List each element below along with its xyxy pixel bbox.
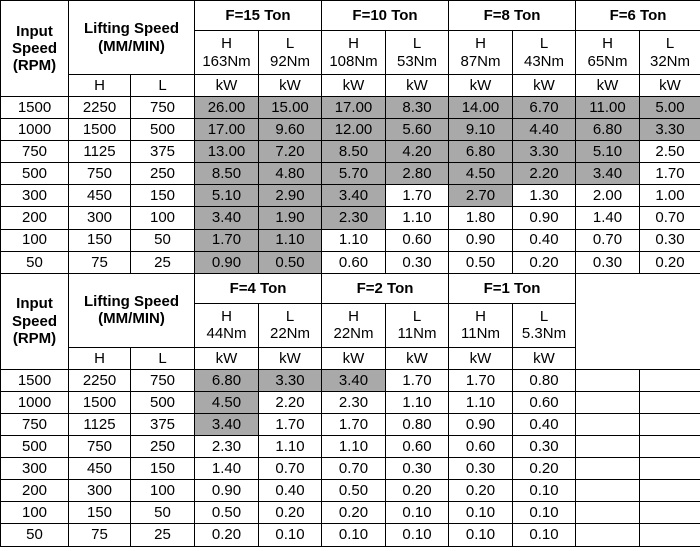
l-label: L xyxy=(412,308,422,325)
power-kw-cell: 12.00 xyxy=(322,119,386,141)
h-label: H xyxy=(221,308,232,325)
h-torque-value: 44Nm xyxy=(206,325,247,343)
power-kw-cell: 6.80 xyxy=(195,369,259,391)
kw-unit-header: kW xyxy=(513,347,576,369)
power-kw-cell: 0.20 xyxy=(449,480,513,502)
power-kw-cell: 1.90 xyxy=(259,207,322,229)
power-kw-cell: 0.90 xyxy=(195,251,259,273)
power-kw-cell: 1.10 xyxy=(259,436,322,458)
load-group-title: F=6 Ton xyxy=(576,1,700,31)
kw-unit-header: kW xyxy=(576,75,640,97)
kw-unit-header: kW xyxy=(386,75,449,97)
l-torque-header xyxy=(640,31,700,75)
l-label: L xyxy=(539,35,549,53)
kw-unit-header: kW xyxy=(449,75,513,97)
h-speed-cell: 750 xyxy=(69,163,131,185)
l-torque-header xyxy=(513,303,576,347)
h-speed-cell: 75 xyxy=(69,251,131,273)
table-row xyxy=(1,119,700,141)
l-torque-value: 43Nm xyxy=(523,52,564,70)
power-kw-cell: 0.50 xyxy=(195,502,259,524)
power-kw-cell: 2.70 xyxy=(449,185,513,207)
input-speed-header xyxy=(1,1,69,97)
power-kw-cell: 2.80 xyxy=(386,163,449,185)
h-label: H xyxy=(475,308,486,325)
power-kw-cell: 1.70 xyxy=(640,163,700,185)
power-kw-cell: 3.30 xyxy=(513,141,576,163)
rpm-cell: 1000 xyxy=(1,391,69,413)
power-kw-cell: 2.00 xyxy=(576,185,640,207)
power-kw-cell: 1.10 xyxy=(386,207,449,229)
l-speed-cell: 750 xyxy=(131,97,195,119)
power-kw-cell: 0.70 xyxy=(576,229,640,251)
rpm-cell: 750 xyxy=(1,141,69,163)
rpm-cell: 100 xyxy=(1,502,69,524)
power-kw-cell: 4.20 xyxy=(386,141,449,163)
power-kw-cell: 0.10 xyxy=(449,524,513,546)
input-speed-header-line: Speed xyxy=(11,312,57,330)
power-kw-cell: 0.50 xyxy=(322,480,386,502)
h-label: H xyxy=(475,35,486,53)
h-speed-header: H xyxy=(69,347,131,369)
empty-cell xyxy=(640,369,700,391)
h-torque-value: 11Nm xyxy=(461,325,500,343)
rpm-cell: 300 xyxy=(1,185,69,207)
table-row xyxy=(1,163,700,185)
power-kw-cell: 0.20 xyxy=(386,480,449,502)
power-kw-cell: 9.10 xyxy=(449,119,513,141)
empty-cell xyxy=(576,369,640,391)
h-label: H xyxy=(348,308,359,325)
rpm-cell: 100 xyxy=(1,229,69,251)
power-kw-cell: 0.20 xyxy=(259,502,322,524)
power-kw-cell: 0.10 xyxy=(513,502,576,524)
power-kw-cell: 26.00 xyxy=(195,97,259,119)
power-kw-cell: 4.80 xyxy=(259,163,322,185)
input-speed-header-line: Input xyxy=(16,295,53,313)
load-group-title: F=2 Ton xyxy=(322,273,449,303)
power-kw-cell: 0.10 xyxy=(513,524,576,546)
h-torque-header xyxy=(449,303,513,347)
power-kw-cell: 1.10 xyxy=(322,229,386,251)
h-speed-cell: 2250 xyxy=(69,369,131,391)
power-kw-cell: 3.40 xyxy=(195,207,259,229)
header-row-units xyxy=(1,75,700,97)
power-kw-cell: 2.20 xyxy=(513,163,576,185)
empty-cell xyxy=(640,391,700,413)
power-kw-cell: 14.00 xyxy=(449,97,513,119)
l-torque-header xyxy=(386,303,449,347)
l-torque-value: 22Nm xyxy=(269,325,310,343)
l-label: L xyxy=(665,35,675,53)
power-kw-cell: 1.10 xyxy=(322,436,386,458)
empty-header-cell xyxy=(576,273,700,369)
power-kw-cell: 3.30 xyxy=(640,119,700,141)
table-row xyxy=(1,97,700,119)
empty-cell xyxy=(640,524,700,546)
power-kw-cell: 15.00 xyxy=(259,97,322,119)
kw-unit-header: kW xyxy=(386,347,449,369)
h-speed-cell: 150 xyxy=(69,229,131,251)
l-torque-value: 5.3Nm xyxy=(521,325,567,343)
l-speed-cell: 100 xyxy=(131,480,195,502)
load-group-title: F=4 Ton xyxy=(195,273,322,303)
l-speed-cell: 150 xyxy=(131,458,195,480)
power-kw-cell: 0.90 xyxy=(195,480,259,502)
power-kw-cell: 0.40 xyxy=(513,413,576,435)
power-kw-cell: 8.30 xyxy=(386,97,449,119)
l-speed-cell: 100 xyxy=(131,207,195,229)
input-speed-header-line: Speed xyxy=(11,39,57,57)
lifting-speed-header-line: Lifting Speed xyxy=(84,293,179,310)
kw-unit-header: kW xyxy=(513,75,576,97)
l-speed-cell: 250 xyxy=(131,163,195,185)
l-torque-header xyxy=(513,31,576,75)
power-kw-cell: 1.10 xyxy=(449,391,513,413)
l-speed-header: L xyxy=(131,347,195,369)
load-group-title: F=8 Ton xyxy=(449,1,576,31)
lifting-speed-header xyxy=(69,273,195,347)
h-torque-value: 87Nm xyxy=(460,52,501,70)
h-label: H xyxy=(221,35,232,53)
power-kw-cell: 13.00 xyxy=(195,141,259,163)
lifting-speed-header-line: (MM/MIN) xyxy=(98,310,165,328)
power-kw-cell: 5.10 xyxy=(576,141,640,163)
power-kw-cell: 0.10 xyxy=(449,502,513,524)
kw-unit-header: kW xyxy=(449,347,513,369)
h-speed-cell: 300 xyxy=(69,207,131,229)
lifting-speed-header-line: Lifting Speed xyxy=(84,20,179,38)
table-row xyxy=(1,436,700,458)
l-torque-value: 53Nm xyxy=(396,52,437,70)
empty-cell xyxy=(640,436,700,458)
power-kw-cell: 0.30 xyxy=(449,458,513,480)
table-row xyxy=(1,185,700,207)
h-speed-cell: 75 xyxy=(69,524,131,546)
l-torque-header xyxy=(259,31,322,75)
table-row xyxy=(1,369,700,391)
l-speed-header: L xyxy=(131,75,195,97)
power-kw-cell: 3.40 xyxy=(195,413,259,435)
power-kw-cell: 0.10 xyxy=(259,524,322,546)
power-kw-cell: 8.50 xyxy=(195,163,259,185)
h-torque-value: 22Nm xyxy=(333,325,374,343)
power-kw-cell: 0.20 xyxy=(513,458,576,480)
power-kw-cell: 1.70 xyxy=(322,413,386,435)
table-row xyxy=(1,141,700,163)
l-torque-header xyxy=(386,31,449,75)
power-kw-cell: 0.70 xyxy=(322,458,386,480)
power-kw-cell: 0.90 xyxy=(513,207,576,229)
power-kw-cell: 3.40 xyxy=(576,163,640,185)
kw-unit-header: kW xyxy=(195,347,259,369)
power-kw-cell: 0.70 xyxy=(259,458,322,480)
power-kw-cell: 2.30 xyxy=(195,436,259,458)
power-kw-cell: 0.90 xyxy=(449,229,513,251)
power-kw-cell: 1.80 xyxy=(449,207,513,229)
l-torque-header xyxy=(259,303,322,347)
power-kw-cell: 4.40 xyxy=(513,119,576,141)
power-kw-cell: 0.60 xyxy=(513,391,576,413)
l-torque-value: 32Nm xyxy=(649,52,690,70)
rpm-cell: 200 xyxy=(1,480,69,502)
power-kw-cell: 0.30 xyxy=(640,229,700,251)
power-kw-cell: 0.80 xyxy=(513,369,576,391)
l-label: L xyxy=(285,308,295,325)
power-kw-cell: 6.80 xyxy=(449,141,513,163)
l-speed-cell: 750 xyxy=(131,369,195,391)
input-speed-header-line: (RPM) xyxy=(12,57,57,75)
power-kw-cell: 0.20 xyxy=(513,251,576,273)
power-kw-cell: 6.70 xyxy=(513,97,576,119)
power-kw-cell: 17.00 xyxy=(195,119,259,141)
load-group-title: F=10 Ton xyxy=(322,1,449,31)
empty-cell xyxy=(640,480,700,502)
rpm-cell: 50 xyxy=(1,251,69,273)
rpm-cell: 500 xyxy=(1,436,69,458)
power-kw-cell: 1.70 xyxy=(386,369,449,391)
power-kw-cell: 1.30 xyxy=(513,185,576,207)
h-speed-cell: 1125 xyxy=(69,413,131,435)
power-kw-cell: 2.30 xyxy=(322,391,386,413)
input-speed-header-line: (RPM) xyxy=(12,329,57,347)
power-kw-cell: 0.30 xyxy=(513,436,576,458)
power-kw-cell: 0.60 xyxy=(322,251,386,273)
power-kw-cell: 4.50 xyxy=(195,391,259,413)
rpm-cell: 1000 xyxy=(1,119,69,141)
h-label: H xyxy=(602,35,613,53)
h-speed-cell: 300 xyxy=(69,480,131,502)
h-torque-header xyxy=(576,31,640,75)
table-row xyxy=(1,524,700,546)
empty-cell xyxy=(576,436,640,458)
h-speed-cell: 750 xyxy=(69,436,131,458)
h-speed-cell: 2250 xyxy=(69,97,131,119)
rpm-cell: 1500 xyxy=(1,97,69,119)
table-row xyxy=(1,391,700,413)
power-kw-cell: 0.60 xyxy=(386,436,449,458)
kw-unit-header: kW xyxy=(195,75,259,97)
l-speed-cell: 25 xyxy=(131,251,195,273)
l-speed-cell: 500 xyxy=(131,119,195,141)
l-speed-cell: 150 xyxy=(131,185,195,207)
power-kw-cell: 0.10 xyxy=(386,502,449,524)
empty-cell xyxy=(576,524,640,546)
power-kw-cell: 0.70 xyxy=(640,207,700,229)
l-speed-cell: 50 xyxy=(131,229,195,251)
power-kw-cell: 9.60 xyxy=(259,119,322,141)
empty-cell xyxy=(576,391,640,413)
power-kw-cell: 0.10 xyxy=(386,524,449,546)
power-kw-cell: 17.00 xyxy=(322,97,386,119)
h-torque-value: 65Nm xyxy=(587,52,628,70)
kw-unit-header: kW xyxy=(640,75,700,97)
l-speed-cell: 50 xyxy=(131,502,195,524)
rpm-cell: 200 xyxy=(1,207,69,229)
power-kw-cell: 1.40 xyxy=(195,458,259,480)
power-kw-cell: 0.80 xyxy=(386,413,449,435)
power-kw-cell: 3.40 xyxy=(322,185,386,207)
power-kw-cell: 0.30 xyxy=(576,251,640,273)
l-speed-cell: 250 xyxy=(131,436,195,458)
power-kw-cell: 3.40 xyxy=(322,369,386,391)
l-speed-cell: 500 xyxy=(131,391,195,413)
empty-cell xyxy=(576,458,640,480)
power-kw-cell: 8.50 xyxy=(322,141,386,163)
h-torque-header xyxy=(195,303,259,347)
power-kw-cell: 0.20 xyxy=(640,251,700,273)
l-label: L xyxy=(412,35,422,53)
empty-cell xyxy=(640,502,700,524)
l-label: L xyxy=(539,308,549,325)
power-kw-cell: 1.10 xyxy=(259,229,322,251)
h-speed-cell: 1500 xyxy=(69,391,131,413)
kw-unit-header: kW xyxy=(322,347,386,369)
l-torque-value: 92Nm xyxy=(269,52,310,70)
power-kw-cell: 7.20 xyxy=(259,141,322,163)
load-group-title: F=1 Ton xyxy=(449,273,576,303)
table-row xyxy=(1,229,700,251)
power-kw-cell: 1.00 xyxy=(640,185,700,207)
lifting-speed-header xyxy=(69,1,195,75)
table-row xyxy=(1,458,700,480)
rpm-cell: 750 xyxy=(1,413,69,435)
power-kw-cell: 3.30 xyxy=(259,369,322,391)
h-torque-header xyxy=(449,31,513,75)
input-speed-header-line: Input xyxy=(16,22,53,40)
load-group-title: F=15 Ton xyxy=(195,1,322,31)
empty-cell xyxy=(576,502,640,524)
h-speed-cell: 1500 xyxy=(69,119,131,141)
l-speed-cell: 375 xyxy=(131,413,195,435)
empty-cell xyxy=(576,480,640,502)
h-label: H xyxy=(348,35,359,53)
header-row-titles xyxy=(1,1,700,31)
power-kw-cell: 1.70 xyxy=(195,229,259,251)
h-torque-header xyxy=(322,303,386,347)
power-kw-cell: 0.10 xyxy=(322,524,386,546)
power-kw-cell: 0.10 xyxy=(513,480,576,502)
h-torque-header xyxy=(195,31,259,75)
table-row xyxy=(1,251,700,273)
power-kw-cell: 0.90 xyxy=(449,413,513,435)
power-kw-cell: 11.00 xyxy=(576,97,640,119)
power-kw-cell: 2.30 xyxy=(322,207,386,229)
power-kw-cell: 0.60 xyxy=(386,229,449,251)
power-kw-cell: 1.10 xyxy=(386,391,449,413)
l-label: L xyxy=(285,35,295,53)
power-kw-cell: 0.50 xyxy=(449,251,513,273)
input-speed-header xyxy=(1,273,69,369)
power-kw-cell: 5.10 xyxy=(195,185,259,207)
power-kw-cell: 5.60 xyxy=(386,119,449,141)
power-kw-cell: 0.20 xyxy=(322,502,386,524)
empty-cell xyxy=(640,458,700,480)
power-kw-cell: 5.00 xyxy=(640,97,700,119)
h-torque-header xyxy=(322,31,386,75)
table-row xyxy=(1,480,700,502)
l-speed-cell: 25 xyxy=(131,524,195,546)
power-kw-cell: 1.40 xyxy=(576,207,640,229)
h-torque-value: 163Nm xyxy=(202,52,251,70)
power-kw-cell: 0.30 xyxy=(386,251,449,273)
kw-unit-header: kW xyxy=(322,75,386,97)
table-row xyxy=(1,207,700,229)
power-kw-cell: 2.20 xyxy=(259,391,322,413)
power-kw-cell: 0.20 xyxy=(195,524,259,546)
table-row xyxy=(1,502,700,524)
h-speed-cell: 150 xyxy=(69,502,131,524)
power-kw-cell: 0.40 xyxy=(259,480,322,502)
power-kw-cell: 5.70 xyxy=(322,163,386,185)
table-row xyxy=(1,413,700,435)
power-kw-cell: 1.70 xyxy=(386,185,449,207)
power-kw-cell: 0.40 xyxy=(513,229,576,251)
header-row-titles xyxy=(1,273,700,303)
kw-unit-header: kW xyxy=(259,347,322,369)
rpm-cell: 500 xyxy=(1,163,69,185)
l-speed-cell: 375 xyxy=(131,141,195,163)
power-kw-cell: 1.70 xyxy=(449,369,513,391)
empty-cell xyxy=(576,413,640,435)
h-speed-cell: 1125 xyxy=(69,141,131,163)
rpm-cell: 300 xyxy=(1,458,69,480)
power-kw-cell: 4.50 xyxy=(449,163,513,185)
h-speed-cell: 450 xyxy=(69,185,131,207)
rpm-cell: 50 xyxy=(1,524,69,546)
power-kw-cell: 2.50 xyxy=(640,141,700,163)
power-kw-cell: 2.90 xyxy=(259,185,322,207)
empty-cell xyxy=(640,413,700,435)
power-kw-cell: 6.80 xyxy=(576,119,640,141)
power-kw-cell: 0.50 xyxy=(259,251,322,273)
rpm-cell: 1500 xyxy=(1,369,69,391)
l-torque-value: 11Nm xyxy=(397,325,437,343)
lifting-speed-header-line: (MM/MIN) xyxy=(98,37,165,55)
kw-unit-header: kW xyxy=(259,75,322,97)
h-torque-value: 108Nm xyxy=(329,52,378,70)
power-kw-cell: 1.70 xyxy=(259,413,322,435)
power-kw-cell: 0.30 xyxy=(386,458,449,480)
power-kw-cell: 0.60 xyxy=(449,436,513,458)
h-speed-header: H xyxy=(69,75,131,97)
h-speed-cell: 450 xyxy=(69,458,131,480)
